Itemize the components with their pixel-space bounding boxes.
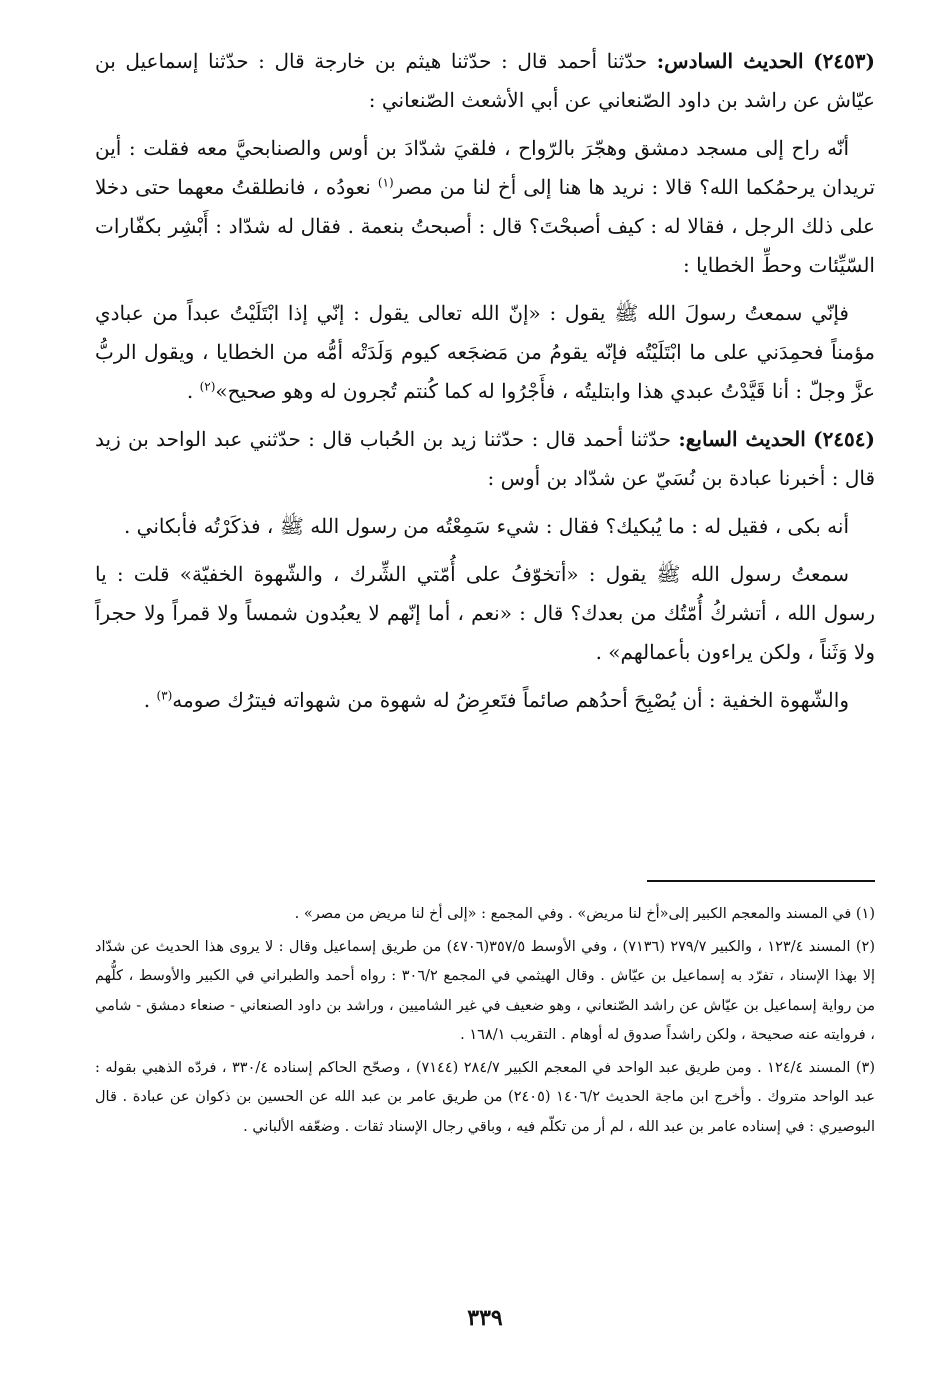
footnote: (٢) المسند ١٢٣/٤ ، والكبير ٢٧٩/٧ (٧١٣٦) ، وفي الأوسط ٣٥٧/٥(٤٧٠٦) من طريق إسماعيل وقال : لا يروى هذا الحديث عن شدّاد إلا بهذا الإسناد ، تفرّد به إسماعيل بن عيّاش . وقال الهيثمي في المجمع ٣٠٦/٢ : رواه أحمد والطبراني في الكبير والأوسط ، كلُّهم من رواية إسماعيل بن عيّاش عن راشد الصّنعاني ، وهو ضعيف في غير الشاميين ، وراشد بن داود الصنعاني - صنعاء دمشق - شامي ، فروايته عنه صحيحة ، ولكن راشداً صدوق له أوهام . التقريب ١٦٨/١ . bbox=[95, 938, 875, 1043]
hadith-2454-heading bbox=[95, 420, 875, 498]
text-segment: أنّه راح إلى مسجد دمشق وهجّرَ بالرّواح ، فلقيَ شدّادَ بن أوس والصنابحيَّ معه فقلت : أين تريدان يرحمُكما الله؟ قالا : نريد ها هنا إلى أخ لنا من مصر bbox=[95, 136, 876, 199]
footnote: (١) في المسند والمعجم الكبير إلى«أخ لنا مريض» . وفي المجمع : «إلى أخ لنا مريض من مصر» . bbox=[294, 906, 875, 922]
hadith-number: (٢٤٥٤) bbox=[813, 427, 875, 451]
page-number: ٣٣٩ bbox=[467, 1305, 503, 1331]
paragraph bbox=[95, 507, 875, 546]
text-segment: سمعتُ رسول الله ﷺ يقول : «أتخوّفُ على أُمّتي الشِّرك ، والشّهوة الخفيّة» قلت : يا رسول الله ، أتشركُ أُمّتُك من بعدك؟ قال : «نعم ، أما إنّهم لا يعبُدون شمساً ولا قمراً ولا حجراً ولا وَثَناً ، ولكن يراءون بأعمالهم» . bbox=[95, 562, 875, 664]
text-segment: نعودُه ، فانطلقتُ معهما حتى دخلا على ذلك الرجل ، فقالا له : كيف أصبحْتَ؟ قال : أصبحتُ بنعمة . فقال له شدّاد : أَبْشِر بكفّارات السّيِّئات وحطِّ الخطايا : bbox=[95, 175, 875, 277]
text-segment: أنه بكى ، فقيل له : ما يُبكيك؟ فقال : شيء سَمِعْتُه من رسول الله ﷺ ، فذكَرْتُه فأبكاني . bbox=[123, 514, 849, 538]
paragraph bbox=[95, 129, 875, 285]
book-page bbox=[95, 42, 875, 1352]
hadith-2453-heading bbox=[95, 42, 875, 120]
footnote-marker: (٢) bbox=[199, 379, 216, 394]
hadith-title: الحديث السادس: bbox=[656, 49, 804, 73]
paragraph bbox=[95, 681, 875, 720]
hadith-number: (٢٤٥٣) bbox=[813, 49, 875, 73]
text-segment: . bbox=[143, 688, 151, 712]
footnote-marker: (٣) bbox=[156, 688, 173, 703]
isnad: حدّثنا أحمد قال : حدّثنا زيد بن الحُباب قال : حدّثني عبد الواحد بن زيد قال : أخبرنا عبادة بن نُسَيّ عن شدّاد بن أوس : bbox=[95, 427, 875, 490]
text-segment: . bbox=[186, 379, 194, 403]
footnote-marker: (١) bbox=[377, 175, 394, 190]
footnote-divider bbox=[647, 880, 875, 882]
isnad: حدّثنا أحمد قال : حدّثنا هيثم بن خارجة قال : حدّثنا إسماعيل بن عيّاش عن راشد بن داود الصّنعاني عن أبي الأشعث الصّنعاني : bbox=[95, 49, 875, 112]
paragraph bbox=[95, 294, 875, 411]
hadith-title: الحديث السابع: bbox=[678, 427, 806, 451]
footnotes bbox=[95, 900, 875, 1145]
text-segment: فإنّي سمعتُ رسولَ الله ﷺ يقول : «إنّ الله تعالى يقول : إنّي إذا ابْتَلَيْتُ عبداً من عبادي مؤمناً فحمِدَني على ما ابْتَلَيْتُه فإنّه يقومُ من مَضجَعه كيوم وَلَدَتْه أمُّه من الخطايا ، ويقول الربُّ عزَّ وجلّ : أنا قَيَّدْتُ عبدي هذا وابتليتُه ، فأَجْرُوا له كما كُنتم تُجرون له وهو صحيح» bbox=[95, 301, 875, 403]
footnote: (٣) المسند ١٢٤/٤ . ومن طريق عبد الواحد في المعجم الكبير ٢٨٤/٧ (٧١٤٤) ، وصحّح الحاكم إسناده ٣٣٠/٤ ، فردّه الذهبي بقوله : عبد الواحد متروك . وأخرج ابن ماجة الحديث ١٤٠٦/٢ (٢٤٠٥) من طريق عامر بن عبد الله عن الحسين بن ذكوان عن عبادة . قال البوصيري : في إسناده عامر بن عبد الله ، لم أر من تكلّم فيه ، وباقي رجال الإسناد ثقات . وضعّفه الألباني . bbox=[95, 1059, 876, 1135]
paragraph bbox=[95, 555, 875, 672]
main-text bbox=[95, 42, 875, 720]
text-segment: والشّهوة الخفية : أن يُصْبِحَ أحدُهم صائماً فتَعرِضُ له شهوة من شهواته فيترُك صومه bbox=[172, 688, 849, 712]
